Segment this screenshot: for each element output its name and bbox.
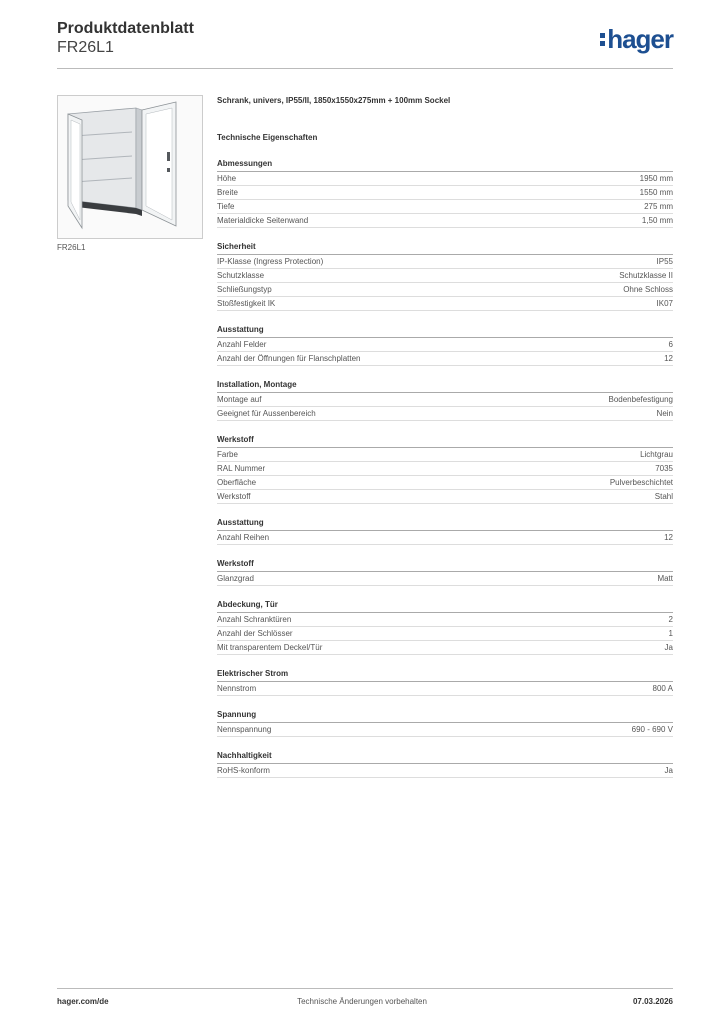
- spec-sections: [217, 158, 673, 778]
- spec-label: RAL Nummer: [217, 464, 266, 473]
- spec-label: Breite: [217, 188, 238, 197]
- spec-label: Schutzklasse: [217, 271, 265, 280]
- spec-row: [217, 641, 673, 655]
- spec-row: [217, 462, 673, 476]
- spec-value: Nein: [656, 409, 673, 418]
- spec-row: [217, 627, 673, 641]
- section-title: Abmessungen: [217, 158, 673, 172]
- spec-value: Stahl: [654, 492, 673, 501]
- spec-label: Höhe: [217, 174, 237, 183]
- spec-value: 1,50 mm: [641, 216, 673, 225]
- section-title: Ausstattung: [217, 517, 673, 531]
- spec-row: [217, 723, 673, 737]
- spec-section: [217, 599, 673, 655]
- logo-dots-icon: [600, 33, 605, 49]
- spec-label: Werkstoff: [217, 492, 251, 501]
- spec-section: [217, 750, 673, 778]
- spec-value: 1550 mm: [639, 188, 673, 197]
- spec-label: Nennspannung: [217, 725, 272, 734]
- spec-label: Anzahl der Schlösser: [217, 629, 293, 638]
- spec-label: Tiefe: [217, 202, 235, 211]
- spec-section: [217, 517, 673, 545]
- spec-row: [217, 572, 673, 586]
- spec-value: 690 - 690 V: [631, 725, 673, 734]
- section-title: Spannung: [217, 709, 673, 723]
- section-title: Werkstoff: [217, 558, 673, 572]
- spec-label: Nennstrom: [217, 684, 257, 693]
- spec-content: [217, 96, 673, 791]
- section-title: Werkstoff: [217, 434, 673, 448]
- spec-value: Bodenbefestigung: [608, 395, 673, 404]
- spec-label: Geeignet für Aussenbereich: [217, 409, 316, 418]
- spec-label: RoHS-konform: [217, 766, 270, 775]
- spec-section: [217, 434, 673, 504]
- spec-label: IP-Klasse (Ingress Protection): [217, 257, 324, 266]
- spec-row: [217, 269, 673, 283]
- spec-label: Anzahl der Öffnungen für Flanschplatten: [217, 354, 361, 363]
- spec-value: Pulverbeschichtet: [609, 478, 673, 487]
- section-title: Ausstattung: [217, 324, 673, 338]
- spec-value: 12: [664, 533, 673, 542]
- spec-row: [217, 682, 673, 696]
- footer-date: 07.03.2026: [632, 997, 673, 1006]
- spec-label: Oberfläche: [217, 478, 257, 487]
- section-title: Nachhaltigkeit: [217, 750, 673, 764]
- spec-value: 800 A: [652, 684, 673, 693]
- spec-section: [217, 241, 673, 311]
- spec-value: IK07: [656, 299, 673, 308]
- spec-value: 1: [668, 629, 673, 638]
- spec-section: [217, 709, 673, 737]
- section-title: Installation, Montage: [217, 379, 673, 393]
- spec-value: 12: [664, 354, 673, 363]
- spec-row: [217, 476, 673, 490]
- spec-value: Ja: [664, 766, 673, 775]
- header-divider: [57, 68, 673, 69]
- spec-label: Anzahl Schranktüren: [217, 615, 292, 624]
- tech-properties-title: Technische Eigenschaften: [217, 133, 318, 142]
- spec-value: Ja: [664, 643, 673, 652]
- spec-label: Stoßfestigkeit IK: [217, 299, 276, 308]
- spec-section: [217, 324, 673, 366]
- spec-label: Materialdicke Seitenwand: [217, 216, 309, 225]
- logo-text: hager: [607, 24, 673, 54]
- spec-row: [217, 407, 673, 421]
- product-description: Schrank, univers, IP55/II, 1850x1550x275mm + 100mm Sockel: [217, 96, 451, 105]
- spec-value: Lichtgrau: [640, 450, 673, 459]
- spec-value: 2: [668, 615, 673, 624]
- spec-row: [217, 283, 673, 297]
- spec-row: [217, 393, 673, 407]
- spec-value: IP55: [656, 257, 673, 266]
- spec-row: [217, 352, 673, 366]
- spec-row: [217, 490, 673, 504]
- spec-label: Schließungstyp: [217, 285, 272, 294]
- spec-row: [217, 186, 673, 200]
- spec-label: Anzahl Reihen: [217, 533, 270, 542]
- section-title: Sicherheit: [217, 241, 673, 255]
- spec-label: Glanzgrad: [217, 574, 254, 583]
- spec-row: [217, 448, 673, 462]
- spec-section: [217, 379, 673, 421]
- spec-section: [217, 668, 673, 696]
- spec-row: [217, 255, 673, 269]
- spec-label: Montage auf: [217, 395, 262, 404]
- spec-row: [217, 297, 673, 311]
- spec-row: [217, 764, 673, 778]
- spec-row: [217, 200, 673, 214]
- spec-row: [217, 214, 673, 228]
- spec-label: Farbe: [217, 450, 238, 459]
- spec-value: 7035: [655, 464, 673, 473]
- spec-row: [217, 338, 673, 352]
- spec-value: Matt: [657, 574, 673, 583]
- spec-value: 6: [668, 340, 673, 349]
- product-image-caption: FR26L1: [57, 243, 86, 252]
- spec-label: Anzahl Felder: [217, 340, 267, 349]
- spec-label: Mit transparentem Deckel/Tür: [217, 643, 323, 652]
- spec-value: 1950 mm: [639, 174, 673, 183]
- hager-logo: [600, 24, 673, 58]
- section-title: Elektrischer Strom: [217, 668, 673, 682]
- product-code: FR26L1: [57, 39, 114, 56]
- spec-section: [217, 558, 673, 586]
- spec-row: [217, 613, 673, 627]
- footer-divider: [57, 988, 673, 989]
- spec-section: [217, 158, 673, 228]
- page-header: [57, 20, 673, 68]
- footer-website-link[interactable]: hager.com/de: [57, 997, 109, 1006]
- spec-row: [217, 172, 673, 186]
- spec-row: [217, 531, 673, 545]
- footer-notice: Technische Änderungen vorbehalten: [297, 997, 427, 1006]
- section-title: Abdeckung, Tür: [217, 599, 673, 613]
- product-image: [57, 95, 203, 239]
- spec-value: Ohne Schloss: [623, 285, 673, 294]
- spec-value: Schutzklasse II: [619, 271, 673, 280]
- spec-value: 275 mm: [644, 202, 673, 211]
- page-title: Produktdatenblatt: [57, 20, 194, 37]
- cabinet-illustration: [58, 96, 202, 238]
